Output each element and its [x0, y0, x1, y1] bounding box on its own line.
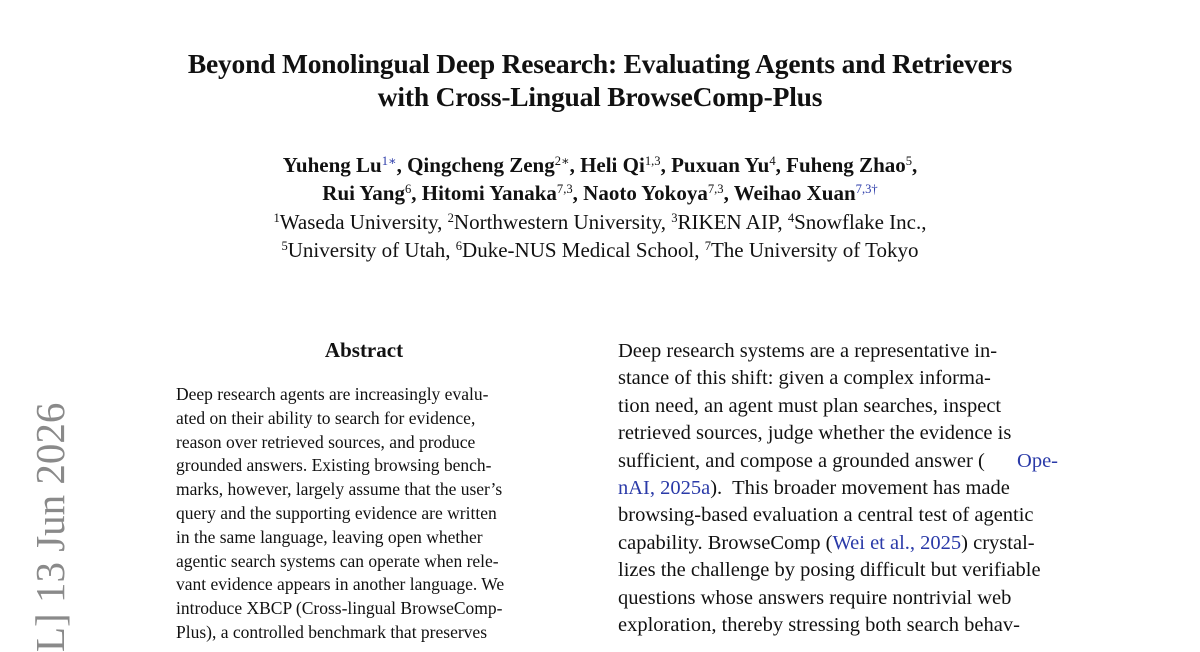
title-line-2: with Cross-Lingual BrowseComp-Plus [377, 81, 823, 112]
author-name: Qingcheng Zeng [407, 153, 555, 177]
body-text: sufficient, and compose a grounded answer ( [618, 449, 985, 472]
affiliation-marker: 4 [787, 211, 795, 226]
author-name: Yuheng Lu [282, 153, 382, 177]
affiliation-marker: 6 [455, 239, 463, 254]
author-affil-marker: 6 [404, 182, 412, 197]
body-line: tion need, an agent must plan searches, inspect [618, 394, 1002, 417]
affiliation-marker: 7 [704, 239, 711, 254]
affiliation-line-2 [100, 236, 1100, 264]
affiliation-separator: , [437, 210, 448, 234]
author-separator: , [569, 153, 581, 177]
introduction-paragraph [618, 338, 1058, 639]
author-affil-marker: 7,3 [707, 182, 724, 197]
citation-link-wei[interactable]: Wei et al., 2025 [832, 531, 962, 554]
author-list [100, 151, 1100, 207]
author-affil-marker: 4 [769, 154, 776, 169]
affiliation-name: Duke-NUS Medical School [462, 238, 695, 262]
author-name: Puxuan Yu [671, 153, 770, 177]
author-affil-marker: 2∗ [554, 154, 570, 169]
author-name: Rui Yang [322, 181, 405, 205]
author-separator: , [660, 153, 672, 177]
abstract-line: Plus), a controlled benchmark that preserves [176, 621, 488, 642]
abstract-line: reason over retrieved sources, and produce [176, 431, 476, 452]
affiliation-line-1 [100, 208, 1100, 236]
body-line: browsing-based evaluation a central test of agentic [618, 504, 1034, 527]
author-affil-marker: 7,3 [556, 182, 573, 197]
body-line: stance of this shift: given a complex informa- [618, 367, 991, 390]
affiliation-separator: , [445, 238, 456, 262]
body-line: Deep research systems are a representative in- [618, 340, 998, 362]
affiliation-marker: 2 [447, 211, 454, 226]
affiliation-name: The University of Tokyo [710, 238, 919, 262]
body-line [618, 475, 1058, 502]
affiliation-name: University of Utah [287, 238, 446, 262]
affiliation-marker: 5 [281, 239, 288, 254]
abstract-body [176, 383, 552, 645]
author-affil-marker: 5 [905, 154, 913, 169]
body-text: capability. BrowseComp ( [618, 531, 833, 554]
affiliation-list [100, 208, 1100, 264]
author-line-1 [100, 151, 1100, 179]
author-name: Weihao Xuan [733, 181, 856, 205]
affiliation-separator: , [660, 210, 672, 234]
affiliation-name: Northwestern University [453, 210, 661, 234]
citation-link-openai[interactable]: Ope- [1017, 449, 1058, 472]
abstract-line: agentic search systems can operate when rele- [176, 550, 499, 571]
author-separator: , [775, 153, 787, 177]
author-separator: , [396, 153, 408, 177]
affiliation-name: Snowflake Inc. [794, 210, 922, 234]
author-affil-marker: 1∗ [381, 154, 397, 169]
body-text: ). This broader movement has made [710, 477, 1010, 500]
affiliation-separator: , [777, 210, 788, 234]
affiliation-name: Waseda University [279, 210, 438, 234]
abstract-line: introduce XBCP (Cross-lingual BrowseComp- [176, 598, 503, 619]
author-separator: , [572, 181, 584, 205]
affiliation-marker: 3 [671, 211, 678, 226]
author-name: Hitomi Yanaka [421, 181, 557, 205]
body-line: questions whose answers require nontrivial web [618, 586, 1012, 609]
author-separator: , [723, 181, 734, 205]
author-affil-marker: 1,3 [644, 154, 661, 169]
author-affil-marker: 7,3† [855, 182, 878, 197]
body-line [618, 530, 1058, 557]
abstract-line: grounded answers. Existing browsing bench- [176, 455, 492, 476]
arxiv-side-stamp: L] 13 Jun 2026 [27, 402, 73, 652]
author-line-2 [100, 179, 1100, 207]
abstract-line: Deep research agents are increasingly evalu- [176, 384, 489, 404]
paper-title [100, 47, 1100, 113]
author-name: Heli Qi [580, 153, 645, 177]
affiliation-separator: , [694, 238, 705, 262]
citation-link-openai[interactable]: nAI, 2025a [618, 477, 711, 500]
body-line: retrieved sources, judge whether the evidence is [618, 422, 1012, 445]
author-name: Naoto Yokoya [583, 181, 708, 205]
abstract-line: in the same language, leaving open whether [176, 526, 483, 547]
affiliation-name: RIKEN AIP [677, 210, 778, 234]
body-text: ) crystal- [961, 531, 1035, 554]
body-line: lizes the challenge by posing difficult but verifiable [618, 559, 1041, 582]
title-line-1: Beyond Monolingual Deep Research: Evaluating Agents and Retrievers [187, 48, 1013, 79]
affiliation-marker: 1 [273, 211, 280, 226]
abstract-line: query and the supporting evidence are written [176, 502, 497, 523]
abstract-line: vant evidence appears in another language. We [176, 574, 505, 595]
abstract-line: ated on their ability to search for evidence, [176, 407, 476, 428]
author-separator: , [411, 181, 422, 205]
author-name: Fuheng Zhao [786, 153, 906, 177]
abstract-line: marks, however, largely assume that the user’s [176, 479, 503, 500]
body-line [618, 448, 1058, 475]
author-separator: , [912, 153, 918, 177]
abstract-heading: Abstract [324, 338, 404, 362]
affiliation-separator: , [921, 210, 927, 234]
body-line: exploration, thereby stressing both search behav- [618, 614, 1020, 637]
